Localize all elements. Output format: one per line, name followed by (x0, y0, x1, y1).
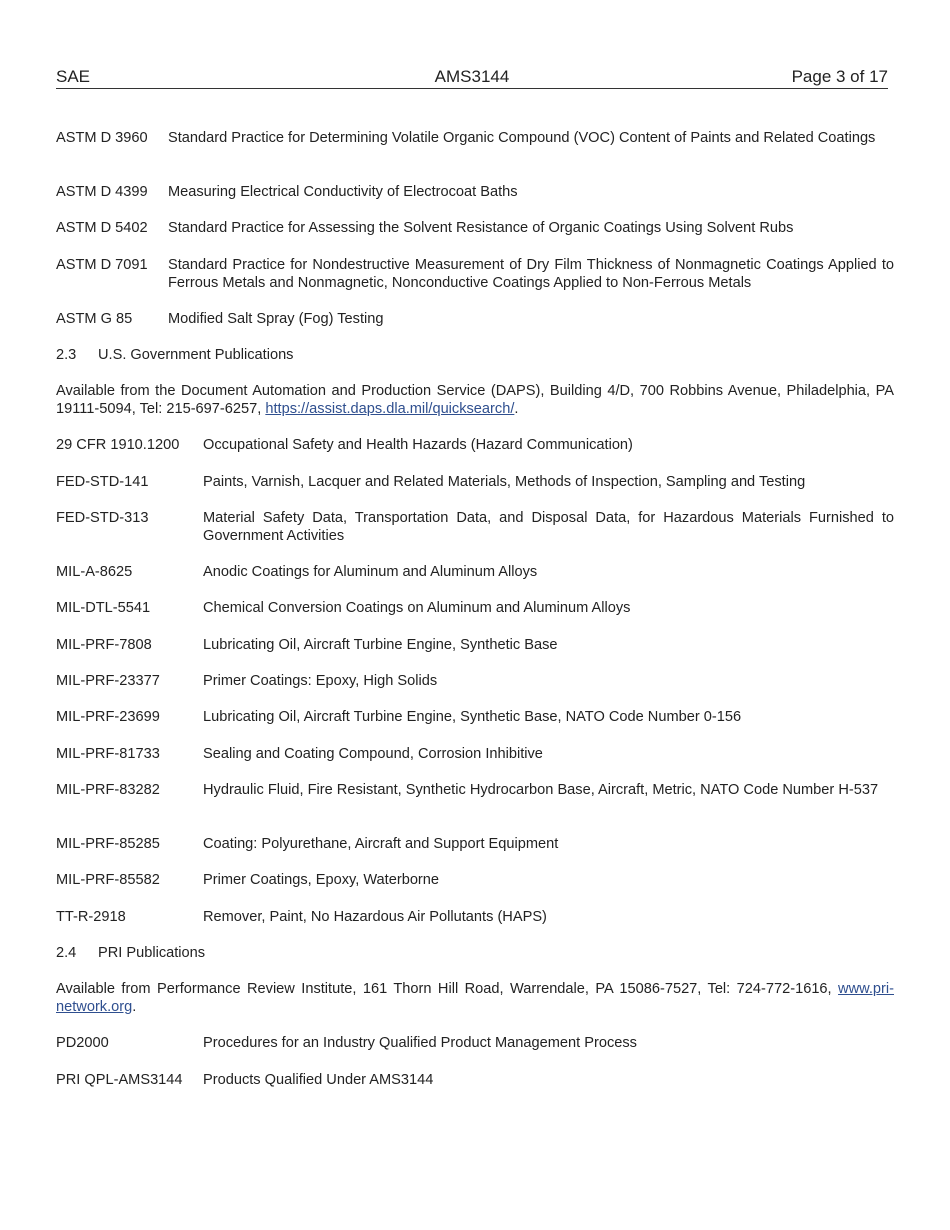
intro-text: Available from the Document Automation and Production Service (DAPS), Building 4/D, 700 Robbins Avenue, Philadelphia, PA 19111-5094, Tel: 215-697-6257, (56, 383, 894, 417)
section-number: 2.4 (56, 945, 77, 961)
section-intro-2-3 (56, 382, 894, 418)
reference-title: Remover, Paint, No Hazardous Air Pollutants (HAPS) (203, 909, 547, 925)
reference-title: Primer Coatings: Epoxy, High Solids (203, 673, 438, 689)
reference-title: Lubricating Oil, Aircraft Turbine Engine, Synthetic Base, NATO Code Number 0-156 (203, 709, 742, 725)
page-header (56, 66, 888, 89)
reference-code: MIL-PRF-85582 (56, 872, 160, 888)
intro-end: . (132, 999, 137, 1015)
reference-entry (56, 745, 894, 763)
reference-title: Sealing and Coating Compound, Corrosion Inhibitive (203, 746, 543, 762)
reference-code: FED-STD-313 (56, 510, 149, 526)
reference-title: Paints, Varnish, Lacquer and Related Materials, Methods of Inspection, Sampling and Testing (203, 474, 806, 490)
header-org: SAE (56, 67, 91, 86)
reference-title: Hydraulic Fluid, Fire Resistant, Synthetic Hydrocarbon Base, Aircraft, Metric, NATO Code Number H-537 (203, 782, 879, 798)
reference-code: PRI QPL-AMS3144 (56, 1072, 183, 1088)
reference-title: Lubricating Oil, Aircraft Turbine Engine, Synthetic Base (203, 637, 558, 653)
section-intro-2-4 (56, 980, 894, 1016)
daps-link[interactable]: https://assist.daps.dla.mil/quicksearch/ (265, 401, 515, 417)
reference-entry (56, 1071, 894, 1089)
reference-title: Standard Practice for Nondestructive Measurement of Dry Film Thickness of Nonmagnetic Coatings Applied to Ferrous Metals and Nonmagnetic, Nonconductive Coatings Applied to Non-Ferrous Metals (168, 257, 894, 291)
reference-code: MIL-PRF-81733 (56, 746, 160, 762)
reference-entry (56, 473, 894, 491)
reference-title: Primer Coatings, Epoxy, Waterborne (203, 872, 440, 888)
reference-code: MIL-PRF-23699 (56, 709, 160, 725)
reference-code: MIL-PRF-85285 (56, 836, 160, 852)
reference-code: ASTM D 5402 (56, 220, 148, 236)
pri-network-link[interactable]: www.pri-network.org (56, 981, 894, 1015)
reference-code: MIL-PRF-23377 (56, 673, 160, 689)
section-heading-2-3 (56, 346, 293, 364)
reference-entry (56, 871, 894, 889)
intro-text: Available from Performance Review Institute, 161 Thorn Hill Road, Warrendale, PA 15086-7527, Tel: 724-772-1616, (56, 981, 832, 997)
reference-entry (56, 436, 894, 454)
reference-title: Standard Practice for Determining Volatile Organic Compound (VOC) Content of Paints and Related Coatings (168, 130, 876, 146)
reference-title: Products Qualified Under AMS3144 (203, 1072, 434, 1088)
section-title: U.S. Government Publications (98, 347, 294, 363)
section-heading-2-4 (56, 944, 205, 962)
section-title: PRI Publications (98, 945, 206, 961)
reference-entry (56, 310, 894, 328)
reference-entry (56, 708, 894, 726)
reference-code: ASTM D 7091 (56, 257, 148, 273)
reference-entry (56, 183, 894, 201)
reference-code: ASTM D 3960 (56, 130, 148, 146)
header-doc-number: AMS3144 (434, 67, 510, 86)
reference-entry (56, 563, 894, 581)
header-page-number: Page 3 of 17 (791, 67, 888, 86)
intro-end: . (514, 401, 519, 417)
reference-entry (56, 781, 894, 799)
reference-title: Procedures for an Industry Qualified Product Management Process (203, 1035, 637, 1051)
reference-entry (56, 509, 894, 545)
reference-title: Chemical Conversion Coatings on Aluminum and Aluminum Alloys (203, 600, 631, 616)
reference-entry (56, 835, 894, 853)
reference-title: Material Safety Data, Transportation Data, and Disposal Data, for Hazardous Materials Furnished to Government Activities (203, 510, 894, 544)
reference-title: Anodic Coatings for Aluminum and Aluminum Alloys (203, 564, 538, 580)
reference-code: 29 CFR 1910.1200 (56, 437, 180, 453)
reference-entry (56, 129, 894, 147)
reference-code: TT-R-2918 (56, 909, 126, 925)
reference-title: Measuring Electrical Conductivity of Electrocoat Baths (168, 184, 518, 200)
reference-entry (56, 219, 894, 237)
reference-code: MIL-PRF-7808 (56, 637, 152, 653)
reference-title: Coating: Polyurethane, Aircraft and Support Equipment (203, 836, 559, 852)
reference-code: FED-STD-141 (56, 474, 149, 490)
reference-code: MIL-A-8625 (56, 564, 133, 580)
reference-entry (56, 256, 894, 292)
reference-title: Standard Practice for Assessing the Solvent Resistance of Organic Coatings Using Solvent Rubs (168, 220, 794, 236)
reference-title: Modified Salt Spray (Fog) Testing (168, 311, 384, 327)
reference-code: MIL-PRF-83282 (56, 782, 160, 798)
reference-entry (56, 908, 894, 926)
reference-entry (56, 636, 894, 654)
reference-code: PD2000 (56, 1035, 109, 1051)
reference-entry (56, 599, 894, 617)
reference-entry (56, 672, 894, 690)
section-number: 2.3 (56, 347, 77, 363)
reference-code: ASTM D 4399 (56, 184, 148, 200)
reference-code: MIL-DTL-5541 (56, 600, 151, 616)
reference-title: Occupational Safety and Health Hazards (Hazard Communication) (203, 437, 633, 453)
reference-entry (56, 1034, 894, 1052)
reference-code: ASTM G 85 (56, 311, 133, 327)
